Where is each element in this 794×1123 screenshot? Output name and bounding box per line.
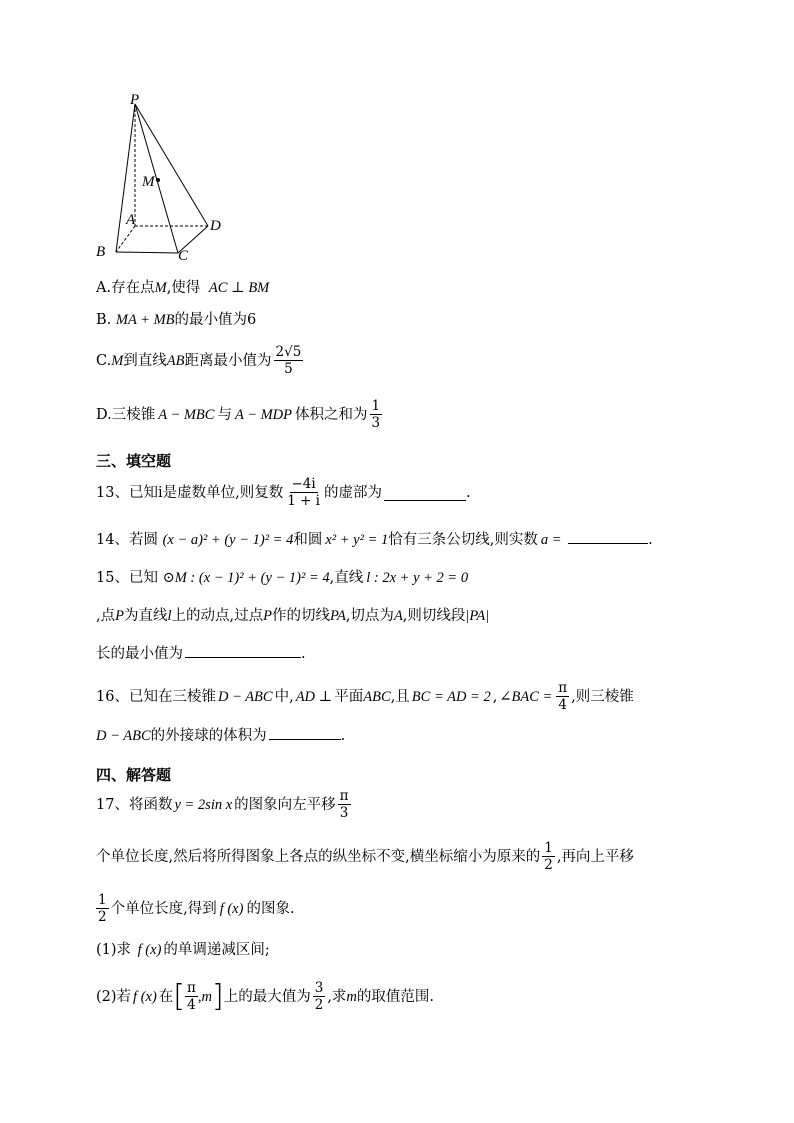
section-title-fill-blank: 三、填空题	[96, 452, 172, 470]
q17-interval-fraction: $\frac{\pi}{4}$	[187, 980, 196, 1013]
question-15-line2: ,点P为直线l上的动点,过点P作的切线PA,切点为A,则切线段|PA|	[96, 608, 490, 624]
q16-answer-blank[interactable]	[269, 738, 341, 740]
edge-PD	[135, 104, 208, 226]
q13-fraction: $\frac{-4i}{1 + i}$	[287, 476, 321, 509]
question-16-line2: D − ABC的外接球的体积为 .	[96, 728, 346, 744]
question-14: 14、若圆 (x − a)² + (y − 1)² = 4和圆 x² + y² = 1恰有三条公切线,则实数 a = .	[96, 532, 653, 548]
question-17-line1: 17、将函数 y = 2sin x 的图象向左平移 $\frac{\pi}{3}$	[96, 788, 349, 821]
q17-scale-fraction: $\frac{1}{2}$	[544, 840, 553, 873]
q16-fraction: $\frac{\pi}{4}$	[558, 680, 568, 713]
question-17-part1: (1)求 f (x) 的单调递减区间;	[96, 942, 270, 958]
option-d-fraction: $\frac{1}{3}$	[371, 398, 381, 431]
label-P: P	[130, 92, 140, 108]
edge-BC	[116, 252, 178, 253]
label-M: M	[142, 174, 155, 190]
edge-PB	[116, 104, 135, 252]
label-B: B	[96, 244, 106, 260]
section-title-solve: 四、解答题	[96, 766, 172, 784]
question-16-line1: 16、已知在三棱锥 D − ABC 中, AD ⊥ 平面 ABC ,且 BC = AD = 2 , ∠BAC = $\frac{\pi}{4}$ ,则三棱锥	[96, 680, 634, 713]
label-C: C	[178, 248, 189, 264]
question-17-part2: (2)若 f (x) 在 [ $\frac{\pi}{4}$ ,m ] 上的最大值为 $\frac{3}{2}$ ,求 m 的取值范围.	[96, 978, 435, 1014]
question-15-line3: 长的最小值为 .	[96, 646, 306, 662]
question-17-line3: $\frac{1}{2}$ 个单位长度,得到 f (x) 的图象.	[98, 892, 295, 925]
q17-up-fraction: $\frac{1}{2}$	[98, 892, 107, 925]
q17-shift-fraction: $\frac{\pi}{3}$	[339, 788, 349, 821]
q15-answer-blank[interactable]	[185, 656, 301, 658]
q14-answer-blank[interactable]	[568, 542, 648, 544]
question-15-line1: 15、已知 ⊙M : (x − 1)² + (y − 1)² = 4,直线 l : 2x + y + 2 = 0	[96, 570, 469, 586]
option-d: D.三棱锥 A − MBC 与 A − MDP 体积之和为 $\frac{1}{3}$	[96, 398, 381, 431]
option-b: B. MA + MB的最小值为6	[96, 312, 257, 328]
question-17-line2: 个单位长度,然后将所得图象上各点的纵坐标不变,横坐标缩小为原来的 $\frac{1}{2}$ ,再向上平移	[96, 840, 634, 873]
q17-max-fraction: $\frac{3}{2}$	[314, 980, 324, 1013]
question-13: 13、已知i是虚数单位,则复数 $\frac{-4i}{1 + i}$ 的虚部为 .	[96, 476, 471, 509]
point-M	[156, 178, 160, 182]
q13-answer-blank[interactable]	[384, 499, 466, 501]
pyramid-figure	[88, 90, 238, 270]
label-A: A	[126, 212, 136, 228]
option-c-fraction: $\frac{2√5}{5}$	[275, 344, 302, 377]
label-D: D	[210, 218, 221, 234]
option-c: C. M 到直线 AB 距离最小值为 $\frac{2√5}{5}$	[96, 344, 302, 377]
option-a: A.存在点M,使得 AC ⊥ BM	[96, 280, 270, 296]
